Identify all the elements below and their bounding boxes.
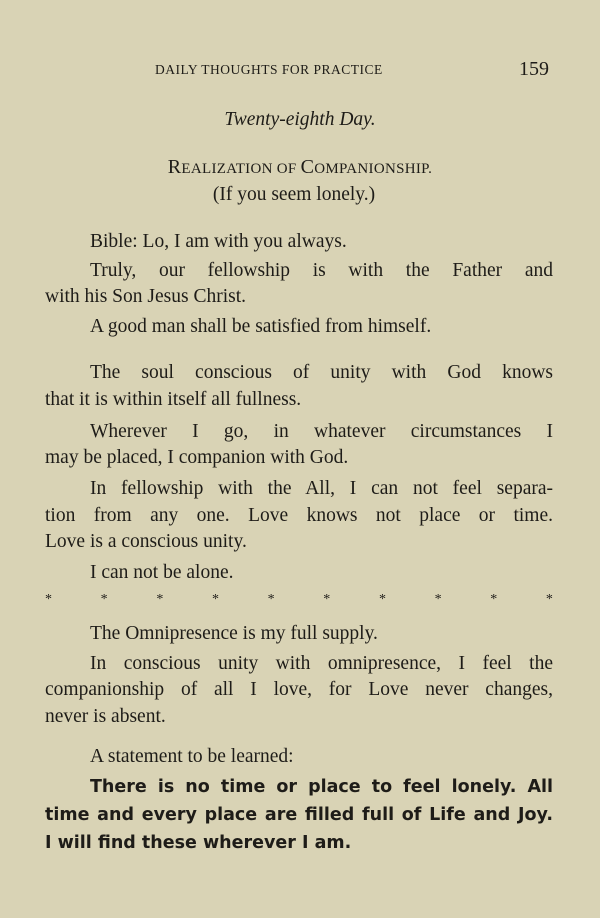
statement-line: time and every place are filled full of Life and Joy. xyxy=(45,805,553,825)
text-line: A statement to be learned: xyxy=(90,746,294,767)
asterisk: * xyxy=(434,592,442,607)
text-line: tion from any one. Love knows not place or time. xyxy=(45,505,553,526)
heading-text: OMPANIONSHIP. xyxy=(314,161,433,177)
text-line: I can not be alone. xyxy=(90,562,234,583)
text-line: The soul conscious of unity with God knows xyxy=(90,362,553,383)
asterisk: * xyxy=(545,592,553,607)
page-number: 159 xyxy=(519,58,549,80)
text-line: Wherever I go, in whatever circumstances I xyxy=(90,421,553,442)
asterisk: * xyxy=(490,592,498,607)
subtitle: (If you seem lonely.) xyxy=(212,184,376,205)
text-line: Bible: Lo, I am with you always. xyxy=(90,231,347,252)
text-line: may be placed, I companion with God. xyxy=(45,447,349,468)
text-line: The Omnipresence is my full supply. xyxy=(90,623,378,644)
heading-cap: R xyxy=(167,156,182,178)
asterisk: * xyxy=(45,592,52,607)
statement-line: I will find these wherever I am. xyxy=(45,833,352,853)
text-line: In conscious unity with omnipresence, I feel the xyxy=(90,653,553,674)
asterisk: * xyxy=(211,592,219,607)
separator xyxy=(45,592,553,608)
text-line: In fellowship with the All, I can not feel separa- xyxy=(90,478,553,499)
text-line: Truly, our fellowship is with the Father and xyxy=(90,260,553,281)
asterisk: * xyxy=(156,592,164,607)
text-line: A good man shall be satisfied from himself. xyxy=(90,316,432,337)
text-line: never is absent. xyxy=(45,706,166,727)
text-line: that it is within itself all fullness. xyxy=(45,389,302,410)
asterisk: * xyxy=(267,592,275,607)
text-line: companionship of all I love, for Love never changes, xyxy=(45,679,553,700)
text-line: with his Son Jesus Christ. xyxy=(45,286,246,307)
heading-text: EALIZATION OF xyxy=(181,161,301,177)
text-line: Love is a conscious unity. xyxy=(45,531,247,552)
running-title: DAILY THOUGHTS FOR PRACTICE xyxy=(155,62,383,77)
statement-line: There is no time or place to feel lonely. All xyxy=(90,777,553,797)
asterisk: * xyxy=(100,592,108,607)
day-title: Twenty-eighth Day. xyxy=(224,109,376,130)
heading-cap: C xyxy=(300,156,315,178)
asterisk: * xyxy=(323,592,331,607)
asterisk: * xyxy=(378,592,386,607)
section-heading xyxy=(0,155,600,181)
